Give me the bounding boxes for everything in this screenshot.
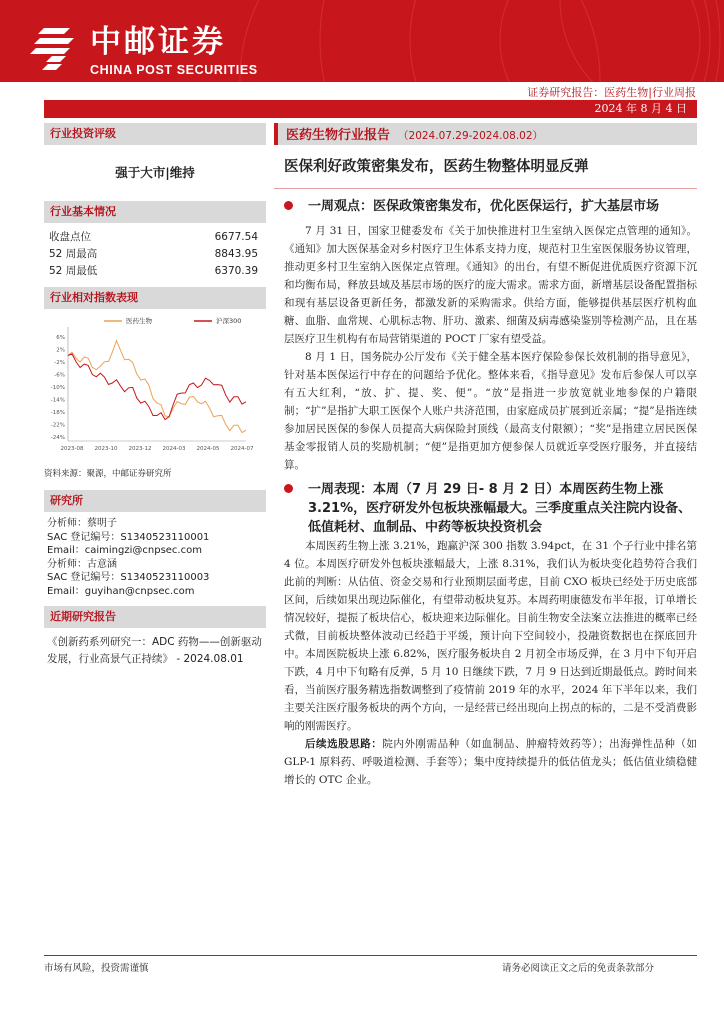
headline: 医保利好政策密集发布，医药生物整体明显反弹 (274, 145, 697, 189)
section-title (274, 197, 697, 216)
chart-y-tick-label: 2% (56, 347, 65, 354)
chart-x-tick-label: 2024-03 (162, 446, 186, 452)
rating-value: 强于大市|维持 (115, 165, 195, 180)
analyst-list (44, 512, 266, 598)
basics-value: 6677.54 (214, 231, 258, 243)
basics-row (44, 229, 266, 246)
basics-row (44, 246, 266, 263)
recent-header: 近期研究报告 (44, 606, 266, 628)
sidebar (44, 123, 266, 668)
relative-index-chart (44, 309, 266, 465)
section-title-text: 一周观点：医保政策密集发布，优化医保运行，扩大基层市场 (308, 199, 660, 214)
recent-report[interactable]: 《创新药系列研究一：ADC 药物——创新驱动发展，行业高景气正持续》 - 2024.08.01 (47, 636, 262, 665)
chart-legend-label: 医药生物 (126, 317, 152, 325)
rating-header: 行业投资评级 (44, 123, 266, 145)
chart-source: 资料来源：聚源，中邮证券研究所 (44, 469, 172, 479)
section-title (274, 480, 697, 537)
chart-x-tick-label: 2024-05 (196, 446, 220, 452)
section-title-text: 一周表现：本周（7 月 29 日- 8 月 2 日）本周医药生物上涨 3.21%，医疗研发外包板块涨幅最大。三季度重点关注院内设备、低值耗材、血制品、中药等板块投资机会 (308, 482, 692, 535)
basics-label: 收盘点位 (49, 231, 91, 243)
basics-label: 52 周最低 (49, 265, 98, 277)
chart-x-tick-label: 2023-10 (94, 446, 118, 452)
main-content (274, 123, 697, 789)
analyst-line[interactable]: Email：caimingzi@cnpsec.com (47, 545, 202, 556)
footer-divider (44, 955, 697, 956)
chart-y-tick-label: -2% (54, 360, 65, 366)
basics-row (44, 263, 266, 280)
chart-series-line (68, 354, 246, 420)
paragraph-label: 后续选股思路： (305, 738, 383, 750)
chart-series-line (68, 341, 246, 433)
breadcrumb: 证券研究报告：医药生物|行业周报 (527, 86, 696, 99)
paragraph: 8 月 1 日，国务院办公厅发布《关于健全基本医疗保险参保长效机制的指导意见》，针对基本医保运行中存在的问题给予优化。整体来看，《指导意见》发布后参保人可以享有五大红利，“放、扩、提、奖、便”。“放”是指进一步放宽就业地参保的户籍限制；“扩”是指扩大职工医保个人账户共济范围，由家庭成员扩展到近亲属；“提”是指连续参加居民医保的参保人员提高大病保险封顶线（最高支付限额）；“奖”是指建立居民医保基金零报销人员的奖励机制；“便”是指更加方便参保人员就近享受医疗服务，并直接结算。 (284, 351, 697, 471)
perf-chart-svg (44, 313, 266, 463)
basics-value: 8843.95 (214, 248, 258, 260)
bullet-dot-icon (284, 484, 293, 493)
chart-y-tick-label: -24% (50, 435, 65, 441)
header-band (0, 0, 724, 82)
basics-label: 52 周最高 (49, 248, 98, 260)
report-date: 2024 年 8 月 4 日 (44, 100, 697, 118)
chart-y-tick-label: 6% (56, 335, 65, 341)
china-post-logo-icon (30, 26, 78, 72)
bullet-dot-icon (284, 201, 293, 210)
analyst-line[interactable]: Email：guyihan@cnpsec.com (47, 585, 195, 597)
paragraph-text: 院内外刚需品种（如血制品、肿瘤特效药等）；出海弹性品种（如 GLP-1 原料药、呼吸道检测、手套等）；集中度持续提升的低估值龙头；低估值业绩稳健增长的 OTC 企业。 (284, 738, 698, 786)
analyst-line: SAC 登记编号：S1340523110003 (47, 572, 210, 583)
analyst-line: SAC 登记编号：S1340523110001 (47, 531, 210, 543)
category-bar (274, 123, 697, 145)
research-header: 研究所 (44, 490, 266, 512)
basics-value: 6370.39 (214, 265, 258, 277)
brand-name-en: CHINA POST SECURITIES (90, 63, 258, 77)
chart-x-tick-label: 2023-12 (128, 446, 152, 452)
brand-name-cn: 中邮证券 (90, 24, 226, 60)
paragraph: 7 月 31 日，国家卫健委发布《关于加快推进村卫生室纳入医保定点管理的通知》。《通知》加大医保基金对乡村医疗卫生体系支持力度，规范村卫生室医保服务协议管理，推动更多村卫生室纳入医保定点管理。《通知》的出台，有望不断促进优质医疗资源下沉和均衡布局，释放县域及基层市场的医疗的庞大需求。需求方面，新增基层设备配置指标和现有基层设备更新任务，都激发新的采购需求。供给方面，能够提供基层医疗机构血糖、血脂、血常规、心肌标志物、肝功、激素、细菌及病毒感染鉴别等检测产品，且在基层医疗卫生机构有布局营销渠道的 POCT 厂家有望受益。 (284, 225, 697, 345)
basics-header: 行业基本情况 (44, 201, 266, 223)
chart-y-tick-label: -18% (50, 410, 65, 416)
category-title: 医药生物行业报告 (286, 128, 391, 143)
paragraph (274, 735, 697, 789)
chart-legend-label: 沪深300 (216, 317, 242, 325)
category-range: （2024.07.29-2024.08.02） (398, 130, 544, 142)
chart-x-tick-label: 2024-07 (230, 446, 254, 452)
chart-y-tick-label: -6% (54, 372, 65, 379)
chart-y-tick-label: -14% (50, 397, 65, 404)
perf-header: 行业相对指数表现 (44, 287, 266, 309)
chart-y-tick-label: -10% (50, 385, 65, 391)
footer-risk-note: 市场有风险，投资需谨慎 (44, 963, 149, 974)
chart-x-tick-label: 2023-08 (60, 446, 84, 452)
chart-y-tick-label: -22% (50, 422, 65, 429)
analyst-line: 分析师：古意涵 (47, 558, 117, 570)
footer-disclaimer-note: 请务必阅读正文之后的免责条款部分 (501, 963, 654, 974)
paragraph: 本周医药生物上涨 3.21%，跑赢沪深 300 指数 3.94pct，在 31 个子行业中排名第 4 位。本周医疗研发外包板块涨幅最大，上涨 8.31%，我们认为板块变化趋势符合我们此前的判断：从估值、资金交易和行业预期层面考虑，目前 CXO 板块已经处于历史底部区间，后续如果出现边际催化，有望带动板块复苏。本周药明康德发布半年报，订单增长情况较好，提振了板块信心，板块迎来边际催化。目前生物安全法案立法推进的概率已经式微，目前板块整体波动已经趋于平缓，预计向下空间较小，投融资数据也在探底回升中。本周医院板块上涨 6.82%，医疗服务板块自 2 月初全市场反弹，在 3 月中下旬开启下跌，4 月中下旬略有反弹，5 月 10 日继续下跌，7 月 9 日达到近期最低点。跨时间来看，当前医疗服务精选指数调整到了疫情前 2019 年的水平，2024 年下半年以来，我们主要关注医疗服务板块的两个方向，一是经营已经出现向上拐点的标的，二是不受消费影响的刚需医疗。 (284, 540, 697, 732)
analyst-line: 分析师：蔡明子 (47, 518, 117, 529)
